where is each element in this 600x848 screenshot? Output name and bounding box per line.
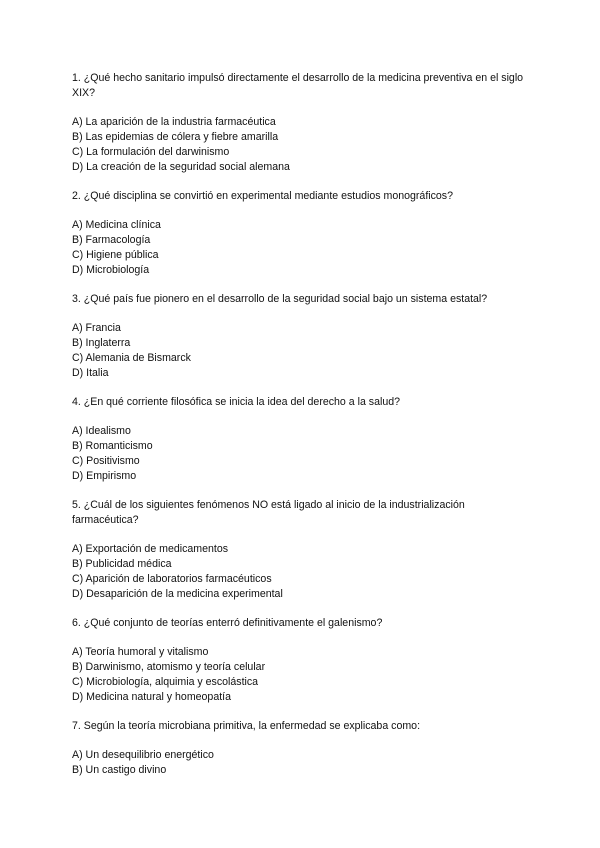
question-block-3 [72,292,532,381]
option-list [72,321,532,381]
question-block-7 [72,719,532,778]
option-b: B) Las epidemias de cólera y fiebre amarilla [72,131,279,143]
option-b: B) Darwinismo, atomismo y teoría celular [72,661,266,673]
question-block-4 [72,395,532,484]
question-text: 7. Según la teoría microbiana primitiva, la enfermedad se explicaba como: [72,720,421,732]
option-list [72,748,532,778]
question-text: 6. ¿Qué conjunto de teorías enterró definitivamente el galenismo? [72,617,383,629]
option-d: D) La creación de la seguridad social alemana [72,161,290,173]
option-d: D) Italia [72,367,109,379]
question-block-6 [72,616,532,705]
option-b: B) Romanticismo [72,440,153,452]
question-block-2 [72,189,532,278]
option-c: C) Alemania de Bismarck [72,352,191,364]
question-block-5 [72,498,532,602]
question-text: 1. ¿Qué hecho sanitario impulsó directamente el desarrollo de la medicina preventiva en el siglo XIX? [72,72,524,99]
question-block-1 [72,71,532,175]
option-d: D) Medicina natural y homeopatía [72,691,231,703]
option-a: A) Exportación de medicamentos [72,543,229,555]
question-text: 2. ¿Qué disciplina se convirtió en experimental mediante estudios monográficos? [72,190,453,202]
option-d: D) Microbiología [72,264,150,276]
option-d: D) Empirismo [72,470,137,482]
question-text: 4. ¿En qué corriente filosófica se inicia la idea del derecho a la salud? [72,396,401,408]
option-a: A) Un desequilibrio energético [72,749,214,761]
option-b: B) Publicidad médica [72,558,172,570]
option-list [72,424,532,484]
option-c: C) La formulación del darwinismo [72,146,230,158]
option-list [72,645,532,705]
option-list [72,218,532,278]
option-a: A) Francia [72,322,121,334]
option-c: C) Aparición de laboratorios farmacéuticos [72,573,272,585]
question-text: 5. ¿Cuál de los siguientes fenómenos NO está ligado al inicio de la industrialización farmacéutica? [72,499,465,526]
option-c: C) Microbiología, alquimia y escolástica [72,676,259,688]
option-a: A) Idealismo [72,425,131,437]
option-list [72,115,532,175]
option-b: B) Un castigo divino [72,764,167,776]
question-list [72,71,532,792]
option-d: D) Desaparición de la medicina experimental [72,588,283,600]
option-list [72,542,532,602]
option-a: A) Medicina clínica [72,219,161,231]
option-c: C) Higiene pública [72,249,159,261]
question-text: 3. ¿Qué país fue pionero en el desarrollo de la seguridad social bajo un sistema estatal? [72,293,488,305]
option-b: B) Inglaterra [72,337,131,349]
option-a: A) La aparición de la industria farmacéutica [72,116,276,128]
option-a: A) Teoría humoral y vitalismo [72,646,209,658]
option-b: B) Farmacología [72,234,151,246]
option-c: C) Positivismo [72,455,140,467]
